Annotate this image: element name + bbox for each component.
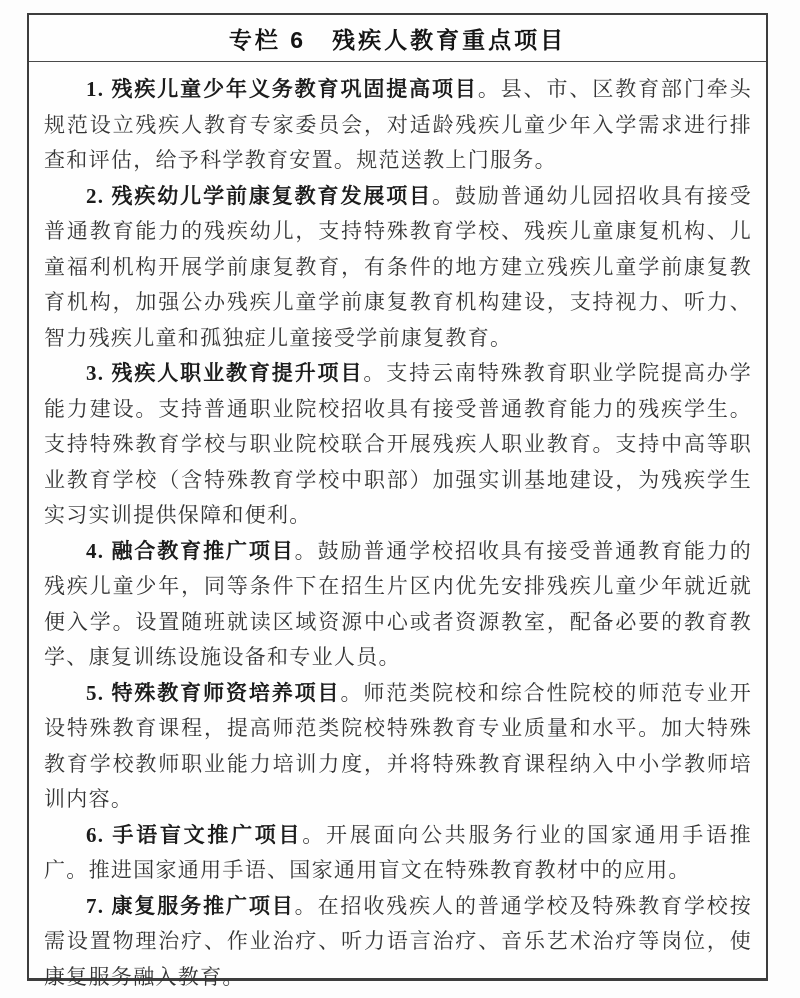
project-paragraph-7 bbox=[44, 889, 752, 996]
box-title-bar bbox=[29, 15, 766, 62]
project-paragraph-6 bbox=[44, 818, 752, 889]
project-description: 。师范类院校和综合性院校的师范专业开设特殊教育课程，提高师范类院校特殊教育专业质量和水平。加大特殊教育学校教师职业能力培训力度，并将特殊教育课程纳入中小学教师培训内容。 bbox=[44, 680, 752, 811]
project-name: 6. 手语盲文推广项目 bbox=[86, 822, 303, 847]
project-name: 7. 康复服务推广项目 bbox=[86, 893, 295, 918]
callout-box bbox=[27, 13, 768, 989]
project-description: 。县、市、区教育部门牵头规范设立残疾人教育专家委员会，对适龄残疾儿童少年入学需求进行排查和评估，给予科学教育安置。规范送教上门服务。 bbox=[44, 77, 752, 172]
project-paragraph-3 bbox=[44, 356, 752, 534]
project-paragraph-5 bbox=[44, 676, 752, 818]
project-paragraph-1 bbox=[44, 72, 752, 179]
project-name: 2. 残疾幼儿学前康复教育发展项目 bbox=[86, 183, 433, 208]
project-paragraph-2 bbox=[44, 179, 752, 357]
project-description: 。鼓励普通幼儿园招收具有接受普通教育能力的残疾幼儿，支持特殊教育学校、残疾儿童康复机构、儿童福利机构开展学前康复教育，有条件的地方建立残疾儿童学前康复教育机构，加强公办残疾儿童学前康复教育机构建设，支持视力、听力、智力残疾儿童和孤独症儿童接受学前康复教育。 bbox=[44, 183, 752, 350]
box-body bbox=[29, 62, 766, 995]
project-description: 。支持云南特殊教育职业学院提高办学能力建设。支持普通职业院校招收具有接受普通教育能力的残疾学生。支持特殊教育学校与职业院校联合开展残疾人职业教育。支持中高等职业教育学校（含特殊教育学校中职部）加强实训基地建设，为残疾学生实习实训提供保障和便利。 bbox=[44, 361, 752, 527]
project-description: 。开展面向公共服务行业的国家通用手语推广。推进国家通用手语、国家通用盲文在特殊教育教材中的应用。 bbox=[44, 822, 752, 882]
project-name: 3. 残疾人职业教育提升项目 bbox=[86, 361, 364, 385]
project-paragraph-4 bbox=[44, 534, 752, 676]
project-name: 5. 特殊教育师资培养项目 bbox=[86, 680, 341, 705]
project-name: 4. 融合教育推广项目 bbox=[86, 538, 295, 563]
project-name: 1. 残疾儿童少年义务教育巩固提高项目 bbox=[86, 77, 478, 101]
project-description: 。鼓励普通学校招收具有接受普通教育能力的残疾儿童少年，同等条件下在招生片区内优先安排残疾儿童少年就近就便入学。设置随班就读区域资源中心或者资源教室，配备必要的教育教学、康复训练设施设备和专业人员。 bbox=[44, 538, 752, 669]
box-title: 专栏 6 残疾人教育重点项目 bbox=[228, 26, 567, 53]
project-description: 。在招收残疾人的普通学校及特殊教育学校按需设置物理治疗、作业治疗、听力语言治疗、音乐艺术治疗等岗位，使康复服务融入教育。 bbox=[44, 893, 752, 989]
